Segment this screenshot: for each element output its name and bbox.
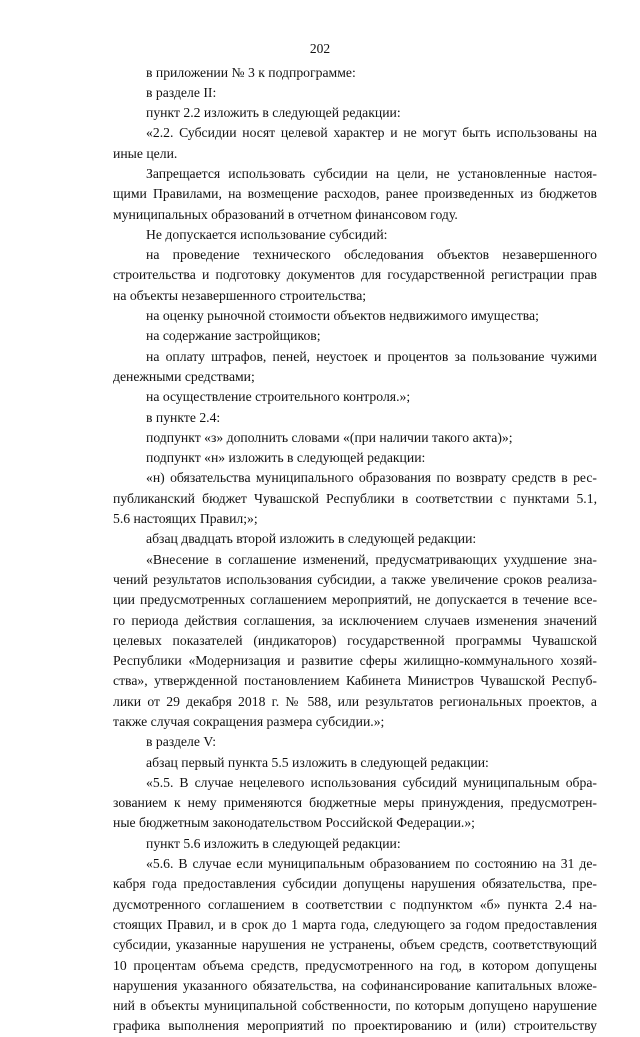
text-line: абзац двадцать второй изложить в следующей редакции: (146, 531, 477, 547)
text-line: пункт 2.2 изложить в следующей редакции: (146, 105, 401, 121)
text-line: зованием к нему применяются бюджетные меры принуждения, предусмотрен- (113, 795, 597, 811)
text-line: «5.6. В случае если муниципальным образованием по состоянию на 31 де- (146, 856, 597, 872)
text-line: 10 процентам объема средств, предусмотренного на год, в котором допущены (113, 957, 597, 973)
text-line: в разделе II: (146, 84, 217, 100)
text-line: также случая сокращения размера субсидии.»; (113, 714, 385, 729)
text-line: иные цели. (113, 145, 178, 161)
text-line: подпункт «з» дополнить словами «(при наличии такого акта)»; (146, 429, 513, 445)
text-line: «Внесение в соглашение изменений, предусматривающих ухудшение зна- (146, 551, 597, 567)
text-line: муниципальных образований в отчетном финансовом году. (113, 206, 458, 222)
text-line: «н) обязательства муниципального образования по возврату средств в рес- (146, 470, 597, 486)
text-line: в приложении № 3 к подпрограмме: (146, 64, 356, 80)
text-line: на оценку рыночной стоимости объектов недвижимого имущества; (146, 308, 539, 324)
text-line: на объекты незавершенного строительства; (113, 287, 367, 303)
text-line: в пункте 2.4: (146, 409, 221, 425)
page-number: 202 (309, 41, 331, 56)
text-line: 5.6 настоящих Правил;»; (113, 511, 258, 527)
text-line: денежными средствами; (113, 368, 255, 384)
text-line: лики от 29 декабря 2018 г. № 588, или результатов региональных проектов, а (113, 693, 597, 709)
text-line: ции предусмотренных соглашением мероприятий, не допускается в течение все- (113, 592, 597, 608)
text-line: чений результатов использования субсидии, а также увеличение сроков реализа- (113, 571, 597, 587)
text-line: на оплату штрафов, пеней, неустоек и процентов за пользование чужими (146, 348, 597, 364)
text-line: в разделе V: (146, 734, 217, 750)
text-line: Не допускается использование субсидий: (146, 226, 388, 242)
text-line: стоящих Правил, и в срок до 1 марта года, следующего за годом предоставления (113, 916, 597, 932)
text-line: субсидии, указанные нарушения не устранены, объем средств, соответствующий (113, 937, 597, 953)
text-line: строительства и подготовку документов для государственной регистрации прав (113, 267, 597, 283)
text-line: абзац первый пункта 5.5 изложить в следующей редакции: (146, 754, 489, 770)
text-line: ства», утвержденной постановлением Кабинета Министров Чувашской Респуб- (113, 673, 597, 689)
text-line: нарушения указанного обязательства, на софинансирование капитальных вложе- (113, 977, 597, 993)
text-line: пункт 5.6 изложить в следующей редакции: (146, 835, 401, 851)
text-line: ные бюджетным законодательством Российской Федерации.»; (113, 815, 475, 831)
text-line: на проведение технического обследования объектов незавершенного (146, 247, 597, 263)
document-body (113, 63, 597, 1037)
text-line: на содержание застройщиков; (146, 328, 321, 344)
text-line: публиканский бюджет Чувашской Республики в соответствии с пунктами 5.1, (113, 490, 597, 506)
text-line: «5.5. В случае нецелевого использования субсидий муниципальным обра- (146, 774, 597, 790)
text-line: го периода действия соглашения, за исключением случаев изменения значений (113, 612, 597, 628)
text-line: ний в объекты муниципальной собственности, по которым допущено нарушение (113, 998, 597, 1014)
text-line: щими Правилами, на возмещение расходов, ранее произведенных из бюджетов (113, 186, 597, 202)
text-line: кабря года предоставления субсидии допущены нарушения обязательства, пре- (113, 876, 597, 892)
text-line: графика выполнения мероприятий по проектированию и (или) строительству (113, 1018, 597, 1034)
text-line: дусмотренного соглашением в соответствии с подпунктом «б» пункта 2.4 на- (113, 896, 597, 912)
text-line: Запрещается использовать субсидии на цели, не установленные настоя- (146, 165, 597, 181)
text-line: на осуществление строительного контроля.»; (146, 389, 411, 405)
text-line: «2.2. Субсидии носят целевой характер и не могут быть использованы на (146, 125, 597, 141)
text-line: целевых показателей (индикаторов) государственной программы Чувашской (113, 632, 597, 648)
text-line: подпункт «н» изложить в следующей редакции: (146, 450, 426, 466)
text-line: Республики «Модернизация и развитие сферы жилищно-коммунального хозяй- (113, 653, 597, 669)
